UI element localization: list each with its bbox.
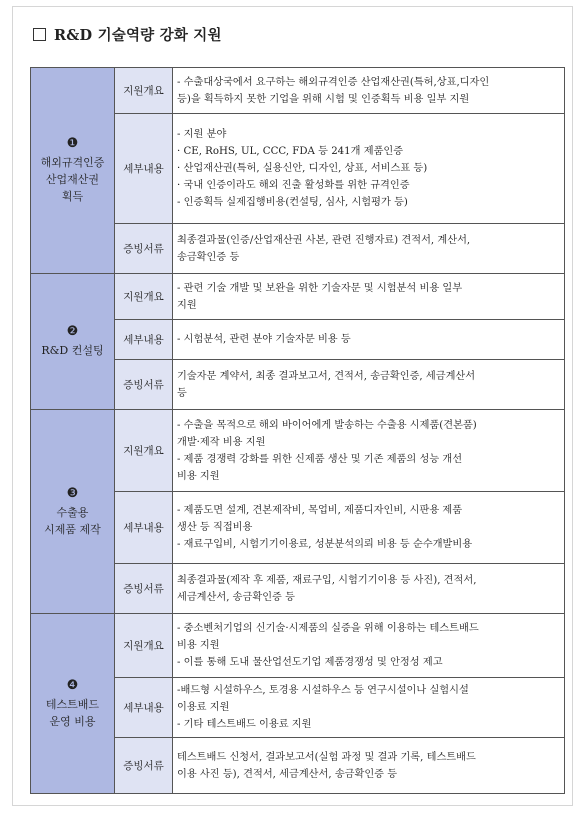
- row-content: [173, 614, 565, 678]
- category-cell: [31, 614, 115, 794]
- category-cell: [31, 68, 115, 274]
- content-line: - 이를 통해 도내 물산업선도기업 제품경쟁성 및 안정성 제고: [177, 657, 443, 668]
- row-content: [173, 68, 565, 114]
- category-name-line: 산업재산권: [45, 173, 100, 186]
- row-label: 지원개요: [115, 68, 173, 114]
- content-line: - 중소벤처기업의 신기술·시제품의 실증을 위해 이용하는 테스트배드: [177, 623, 479, 634]
- row-content: [173, 564, 565, 614]
- document-page: [12, 6, 573, 806]
- title-text: R&D 기술역량 강화 지원: [54, 26, 222, 44]
- category-name-line: R&D 컨설팅: [41, 344, 104, 357]
- row-content: [173, 410, 565, 492]
- content-line: 이용료 지원: [177, 702, 230, 713]
- row-label: 지원개요: [115, 614, 173, 678]
- content-line: · 국내 인증이라도 해외 진출 활성화를 위한 규격인증: [177, 180, 410, 191]
- table-row: [31, 410, 565, 492]
- content-line: 테스트배드 신청서, 결과보고서(실험 과정 및 결과 기록, 테스트배드: [177, 751, 476, 763]
- content-line: 최종결과물(인증/산업재산권 사본, 관련 진행자료) 견적서, 계산서,: [177, 234, 471, 246]
- category-cell: [31, 410, 115, 614]
- row-content: [173, 360, 565, 410]
- content-line: - 수출을 목적으로 해외 바이어에게 발송하는 수출용 시제품(견본품): [177, 419, 477, 431]
- row-content: [173, 738, 565, 794]
- row-label: 세부내용: [115, 678, 173, 738]
- support-table: [30, 67, 565, 794]
- category-name-line: 획득: [61, 190, 84, 203]
- category-number: ❹: [66, 677, 79, 693]
- content-line: 개발·제작 비용 지원: [177, 436, 266, 448]
- section-title: [33, 23, 222, 45]
- table-row: [31, 274, 565, 320]
- content-line: 이용 사진 등), 견적서, 세금계산서, 송금확인증 등: [177, 768, 398, 780]
- content-line: 송금확인증 등: [177, 251, 240, 263]
- content-line: - 수출대상국에서 요구하는 해외규격인증 산업재산권(특허,상표,디자인: [177, 76, 490, 88]
- category-number: ❸: [66, 485, 79, 501]
- content-line: 지원: [177, 299, 197, 311]
- category-cell: [31, 274, 115, 410]
- category-name-line: 테스트배드: [45, 697, 100, 711]
- content-line: 세금계산서, 송금확인증 등: [177, 591, 295, 603]
- row-label: 지원개요: [115, 410, 173, 492]
- row-content: [173, 678, 565, 738]
- category-name-line: 해외규격인증: [40, 156, 105, 169]
- row-content: [173, 492, 565, 564]
- row-label: 세부내용: [115, 492, 173, 564]
- content-line: - 재료구입비, 시험기기이용료, 성분분석의뢰 비용 등 순수개발비용: [177, 539, 473, 550]
- content-line: 비용 지원: [177, 640, 220, 651]
- table-row: [31, 68, 565, 114]
- content-line: 기술자문 계약서, 최종 결과보고서, 견적서, 송금확인증, 세금계산서: [177, 370, 476, 382]
- content-line: - 시험분석, 관련 분야 기술자문 비용 등: [177, 334, 351, 345]
- content-line: - 제품 경쟁력 강화를 위한 신제품 생산 및 기존 제품의 성능 개선: [177, 453, 463, 465]
- row-content: [173, 114, 565, 224]
- content-line: - 지원 분야: [177, 129, 227, 140]
- category-number: ❶: [66, 136, 79, 151]
- content-line: 생산 등 직접비용: [177, 522, 253, 533]
- category-number: ❷: [66, 324, 79, 339]
- row-content: [173, 224, 565, 274]
- content-line: -배드형 시설하우스, 토경용 시설하우스 등 연구시설이나 실험시설: [177, 685, 469, 696]
- content-line: - 기타 테스트배드 이용료 지원: [177, 719, 312, 730]
- content-line: 비용 지원: [177, 470, 220, 482]
- content-line: · 산업재산권(특허, 실용신안, 디자인, 상표, 서비스표 등): [177, 163, 428, 174]
- row-label: 세부내용: [115, 114, 173, 224]
- row-label: 증빙서류: [115, 224, 173, 274]
- content-line: 등: [177, 387, 187, 399]
- category-name-line: 수출용: [56, 505, 89, 519]
- category-name-line: 시제품 제작: [44, 522, 101, 536]
- row-label: 세부내용: [115, 320, 173, 360]
- row-label: 지원개요: [115, 274, 173, 320]
- content-line: - 관련 기술 개발 및 보완을 위한 기술자문 및 시험분석 비용 일부: [177, 282, 463, 294]
- row-label: 증빙서류: [115, 738, 173, 794]
- content-line: · CE, RoHS, UL, CCC, FDA 등 241개 제품인증: [177, 146, 404, 157]
- content-line: - 인증획득 실제집행비용(컨설팅, 심사, 시험평가 등): [177, 197, 408, 208]
- content-line: - 제품도면 설계, 견본제작비, 목업비, 제품디자인비, 시판용 제품: [177, 505, 463, 516]
- row-label: 증빙서류: [115, 360, 173, 410]
- row-content: [173, 320, 565, 360]
- table-row: [31, 614, 565, 678]
- content-line: 최종결과물(제작 후 제품, 재료구입, 시험기기이용 등 사진), 견적서,: [177, 574, 477, 586]
- checkbox-icon: [33, 28, 46, 41]
- row-content: [173, 274, 565, 320]
- content-line: 등)을 획득하지 못한 기업을 위해 시험 및 인증획득 비용 일부 지원: [177, 93, 470, 105]
- row-label: 증빙서류: [115, 564, 173, 614]
- category-name-line: 운영 비용: [49, 714, 96, 728]
